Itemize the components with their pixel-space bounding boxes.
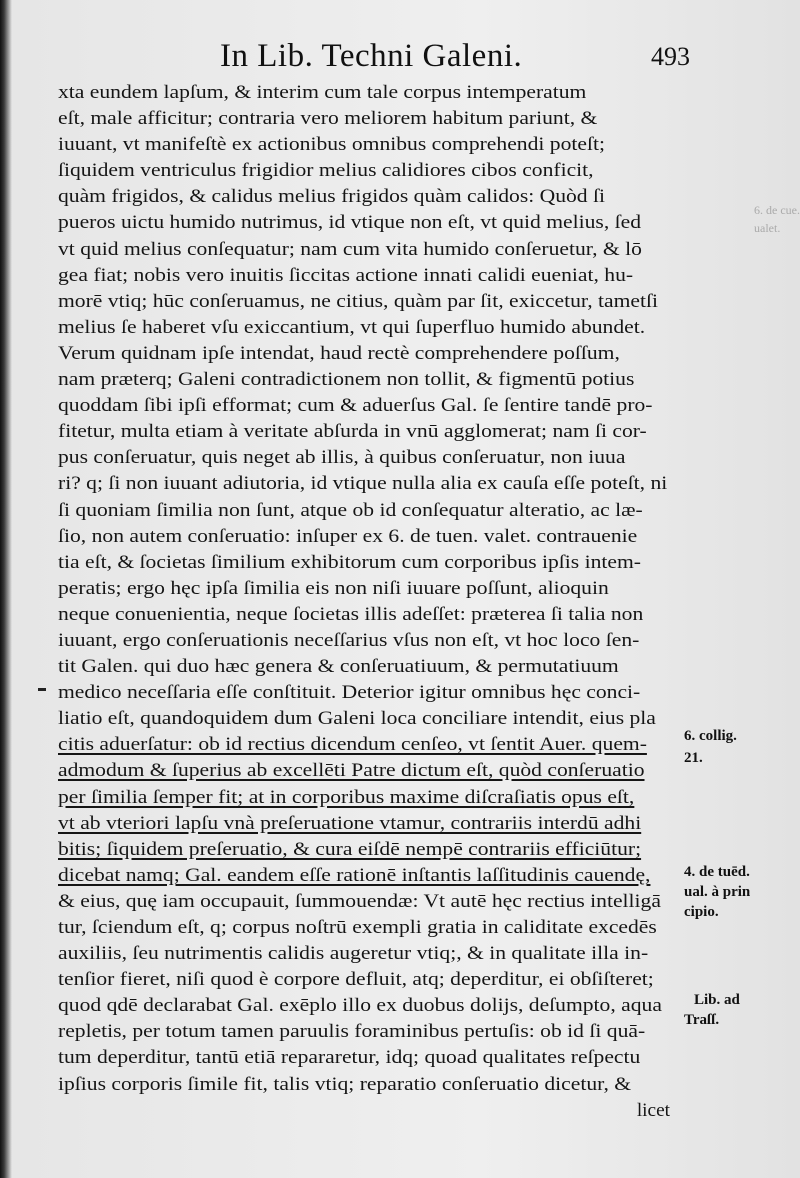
text-line: iuuant, vt manifeſtè ex actionibus omnibus comprehendi poteſt; <box>58 134 605 156</box>
bleed-through-note-line: 6. de cue. <box>754 203 800 217</box>
text-line: bitis; ſiquidem preſeruatio, & cura eiſdē nempē contrariis efficiūtur; <box>58 838 642 860</box>
margin-dash-mark <box>38 688 46 691</box>
margin-note-tuend-line3: cipio. <box>684 904 719 920</box>
margin-note-collig-number: 21. <box>684 750 703 766</box>
text-line: tur, ſciendum eſt, q; corpus noſtrū exempli gratia in caliditate excedēs <box>58 917 657 938</box>
page-number: 493 <box>651 42 690 71</box>
text-line: ſio, non autem conſeruatio: inſuper ex 6. de tuen. valet. contrauenie <box>58 525 638 547</box>
text-line: gea fiat; nobis vero inuitis ſiccitas actione innati calidi eueniat, hu- <box>58 264 634 286</box>
text-line: ſiquidem ventriculus frigidior melius calidiores cibos conficit, <box>58 160 594 182</box>
margin-note-collig: 6. collig. <box>684 728 737 744</box>
text-line: auxiliis, ſeu nutrimentis calidis augeretur vtiq;, & in qualitate illa in- <box>58 943 649 965</box>
text-line: per ſimilia ſemper fit; at in corporibus maxime diſcraſiatis opus eſt, <box>58 786 635 808</box>
margin-note-trass: Traſſ. <box>684 1012 720 1028</box>
text-line: tenſior fieret, niſi quod è corpore defluit, atq; deperditur, ei obſiſteret; <box>58 969 654 991</box>
text-line: vt ab vteriori lapſu vnà preſeruatione vtamur, contrariis interdū adhi <box>58 812 642 834</box>
text-line: medico neceſſaria eſſe conſtituit. Deterior igitur omnibus hęc conci- <box>58 682 641 704</box>
text-line: pueros uictu humido nutrimus, id vtique non eſt, vt quid melius, ſed <box>58 212 642 234</box>
text-line: ri? q; ſi non iuuant adiutoria, id vtique nulla alia ex cauſa eſſe poteſt, ni <box>58 473 668 495</box>
text-line: liatio eſt, quandoquidem dum Galeni loca conciliare intendit, eius pla <box>58 708 656 730</box>
margin-note-tuend-line2: ual. à prin <box>684 884 751 900</box>
text-line: dicebat namq; Gal. eandem eſſe rationē inſtantis laſſitudinis cauendę, <box>58 864 651 886</box>
text-line: quàm frigidos, & calidus melius frigidos quàm calidos: Quòd ſi <box>58 186 606 208</box>
running-title: In Lib. Techni Galeni. <box>220 38 523 74</box>
text-line: quod qdē declarabat Gal. exēplo illo ex duobus dolijs, deſumpto, aqua <box>58 995 662 1017</box>
text-line: vt quid melius conſequatur; nam cum vita humido conſeruetur, & lō <box>58 238 642 260</box>
margin-note-lib-ad: Lib. ad <box>694 992 740 1008</box>
text-line: ipſius corporis ſimile fit, talis vtiq; reparatio conſeruatio dicetur, & <box>58 1073 632 1095</box>
text-line: & eius, quę iam occupauit, ſummouendæ: Vt autē hęc rectius intelligā <box>58 890 661 912</box>
text-line: eſt, male afficitur; contraria vero meliorem habitum pariunt, & <box>58 108 598 130</box>
text-line: Verum quidnam ipſe intendat, haud rectè comprehendere poſſum, <box>58 342 620 364</box>
text-line: tum deperditur, tantū etiā repararetur, idq; quoad qualitates reſpectu <box>58 1047 641 1069</box>
text-line: iuuant, ergo conſeruationis neceſſarius vſus non eſt, vt hoc loco ſen- <box>58 629 640 651</box>
text-line: neque conuenientia, neque ſocietas illis adeſſet: præterea ſi talia non <box>58 603 644 625</box>
text-line: tit Galen. qui duo hæc genera & conſeruatiuum, & permutatiuum <box>58 656 619 678</box>
text-line: licet <box>636 1099 670 1121</box>
text-line: fitetur, multa etiam à veritate abſurda in vnū agglomerat; nam ſi cor- <box>58 421 647 443</box>
text-line: pus conſeruatur, quis neget ab illis, à quibus conſeruatur, non iuua <box>58 447 626 469</box>
text-line: admodum & ſuperius ab excellēti Patre dictum eſt, quòd conſeruatio <box>58 760 645 782</box>
text-line: peratis; ergo hęc ipſa ſimilia eis non niſi iuuare poſſunt, alioquin <box>58 577 609 599</box>
page-header <box>220 38 690 78</box>
text-line: ſi quoniam ſimilia non ſunt, atque ob id conſequatur alteratio, ac læ- <box>58 499 643 521</box>
text-line: citis aduerſatur: ob id rectius dicendum cenſeo, vt ſentit Auer. quem- <box>58 734 647 756</box>
text-line: melius ſe haberet vſu exiccantium, vt qui ſuperfluo humido abundet. <box>58 316 646 338</box>
text-line: xta eundem lapſum, & interim cum tale corpus intemperatum <box>58 82 587 103</box>
text-line: nam præterq; Galeni contradictionem non tollit, & figmentū potius <box>58 369 635 391</box>
text-line: repletis, per totum tamen paruulis foraminibus pertuſis: ob id ſi quā- <box>58 1021 646 1043</box>
text-line: morē vtiq; hūc conſeruamus, ne citius, quàm par ſit, exiccetur, tametſi <box>58 290 659 312</box>
body-text <box>58 80 680 1124</box>
bleed-through-note-line: ualet. <box>754 221 781 235</box>
text-line: quoddam ſibi ipſi efformat; cum & aduerſus Gal. ſe ſentire tandē pro- <box>58 395 653 417</box>
margin-note-tuend: 4. de tuēd. <box>684 864 750 880</box>
text-line: tia eſt, & ſocietas ſimilium exhibitorum cum corporibus ipſis intem- <box>58 551 641 573</box>
